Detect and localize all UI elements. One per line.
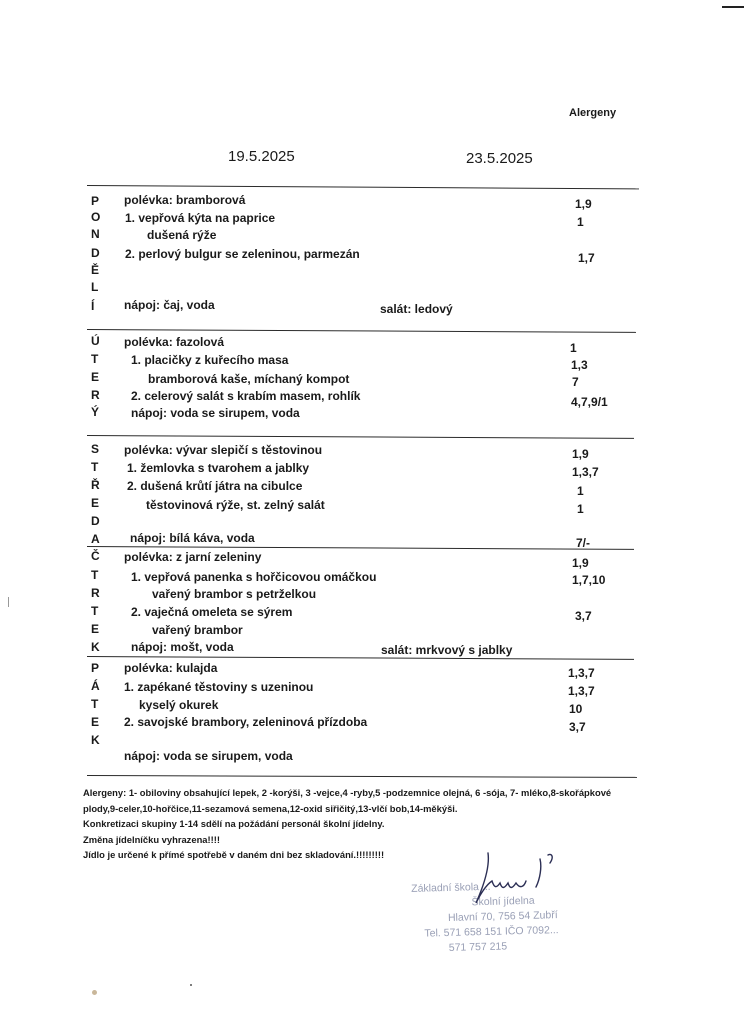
consumption-note: Jídlo je určené k přímé spotřebě v daném dni bez skladování.!!!!!!!!!: [83, 849, 385, 860]
menu-side: těstovinová rýže, st. zelný salát: [146, 498, 325, 512]
allergen-code: 1: [577, 502, 584, 516]
allergen-code: 1,7,10: [572, 573, 606, 587]
menu-salad: salát: mrkvový s jablky: [381, 643, 513, 657]
menu-dish-2: 2. perlový bulgur se zeleninou, parmezán: [125, 247, 360, 261]
allergen-code: 1: [577, 215, 584, 229]
day-letter: Ý: [91, 405, 100, 419]
day-letter: P: [91, 194, 100, 208]
day-letter: L: [91, 280, 99, 294]
date-from: 19.5.2025: [228, 148, 295, 165]
allergen-code: 1,9: [575, 197, 592, 211]
menu-drink: nápoj: čaj, voda: [124, 298, 215, 312]
allergen-code: 1,3: [571, 358, 588, 372]
allergen-code: 1,3,7: [568, 666, 595, 680]
day-letter: Ú: [91, 334, 100, 348]
stamp-line: Tel. 571 658 151 IČO 7092...: [424, 924, 559, 940]
menu-dish-1: 1. žemlovka s tvarohem a jablky: [127, 461, 310, 475]
menu-dish-2: 2. savojské brambory, zeleninová přízdoba: [124, 715, 368, 729]
day-letter: R: [91, 388, 100, 402]
menu-soup: polévka: kulajda: [124, 661, 218, 675]
divider-monday-tuesday: [87, 329, 636, 333]
day-letter: E: [91, 622, 100, 636]
signature: [470, 845, 580, 915]
stamp-line: Základní škola ...: [411, 880, 491, 895]
menu-dish-2: 2. vaječná omeleta se sýrem: [131, 605, 293, 619]
allergen-code: 1,9: [572, 447, 589, 461]
day-letter: K: [91, 733, 100, 747]
menu-soup: polévka: fazolová: [124, 335, 225, 349]
day-letter: Ě: [91, 263, 100, 277]
allergen-code: 7: [572, 375, 579, 389]
scan-speck: [8, 597, 9, 607]
day-letter: A: [91, 532, 100, 546]
menu-side: vařený brambor: [152, 623, 243, 637]
menu-side: vařený brambor s petrželkou: [152, 587, 317, 601]
stamp-line: Hlavní 70, 756 54 Zubří: [447, 909, 558, 924]
allergen-code: 1: [570, 341, 577, 355]
allergen-code: 10: [569, 702, 583, 716]
day-letter: E: [91, 496, 100, 510]
divider-footer: [87, 775, 637, 778]
divider-top: [87, 185, 639, 189]
day-letter: Ř: [91, 478, 100, 492]
day-letter: S: [91, 442, 100, 456]
allergen-code: 1,7: [578, 251, 595, 265]
day-letter: E: [91, 715, 100, 729]
menu-soup: polévka: bramborová: [124, 193, 246, 207]
day-letter: E: [91, 370, 100, 384]
day-letter: Á: [91, 679, 100, 693]
menu-dish-1: 1. placičky z kuřecího masa: [131, 353, 289, 367]
menu-drink: nápoj: bílá káva, voda: [130, 531, 255, 545]
day-letter: N: [91, 227, 100, 241]
allergen-code: 3,7: [575, 609, 592, 623]
day-letter: P: [91, 661, 100, 675]
day-letter: Í: [91, 299, 95, 313]
menu-drink: nápoj: voda se sirupem, voda: [124, 749, 293, 763]
stamp-line: 571 757 215: [448, 940, 508, 954]
allergen-code: 1: [577, 484, 584, 498]
menu-dish-1: 1. zapékané těstoviny s uzeninou: [124, 680, 314, 694]
day-letter: T: [91, 352, 99, 366]
divider-tuesday-wednesday: [87, 435, 634, 439]
menu-dish-2: 2. dušená krůtí játra na cibulce: [127, 479, 303, 493]
day-letter: D: [91, 514, 100, 528]
menu-dish-2: 2. celerový salát s krabím masem, rohlík: [131, 389, 361, 403]
stamp-line: Školní jídelna: [471, 894, 535, 909]
day-letter: D: [91, 246, 100, 260]
allergens-legend: Alergeny: 1- obiloviny obsahující lepek, 2 -korýši, 3 -vejce,4 -ryby,5 -podzemnice olejná, 6 -sója, 7- mléko,8-skořápkové plody,9-celer,10-hořčice,11-sezamová semena,12-oxid siřičitý,13-vlčí bob,14-měkýši.: [83, 787, 612, 814]
allergen-code: 4,7,9/1: [571, 395, 608, 409]
day-letter: T: [91, 697, 99, 711]
allergen-groups-note: Konkretizaci skupiny 1-14 sdělí na požádání personál školní jídelny.: [83, 818, 385, 829]
menu-drink: nápoj: voda se sirupem, voda: [131, 406, 300, 420]
scan-speck: [190, 984, 192, 986]
divider-thursday-friday: [87, 656, 634, 660]
corner-mark: [722, 6, 744, 8]
allergen-code: 7/-: [576, 536, 591, 550]
day-letter: T: [91, 568, 99, 582]
menu-side: dušená rýže: [147, 228, 217, 242]
day-letter: R: [91, 586, 100, 600]
allergen-code: 1,3,7: [572, 465, 599, 479]
menu-side: kyselý okurek: [139, 698, 219, 712]
day-letter: K: [91, 640, 100, 654]
allergen-code: 1,9: [572, 556, 589, 570]
scan-speck: [92, 990, 97, 995]
date-to: 23.5.2025: [466, 150, 533, 167]
menu-side: bramborová kaše, míchaný kompot: [148, 372, 350, 386]
menu-dish-1: 1. vepřová kýta na paprice: [125, 211, 276, 225]
allergen-code: 1,3,7: [568, 684, 595, 698]
day-letter: T: [91, 460, 99, 474]
menu-soup: polévka: vývar slepičí s těstovinou: [124, 443, 323, 457]
day-letter: T: [91, 604, 99, 618]
menu-change-note: Změna jídelníčku vyhrazena!!!!: [83, 833, 221, 845]
day-letter: O: [91, 210, 101, 224]
allergen-code: 3,7: [569, 720, 586, 734]
menu-drink: nápoj: mošt, voda: [131, 640, 234, 654]
menu-salad: salát: ledový: [380, 302, 453, 316]
menu-soup: polévka: z jarní zeleniny: [124, 550, 262, 564]
day-letter: Č: [91, 549, 100, 563]
menu-dish-1: 1. vepřová panenka s hořčicovou omáčkou: [131, 570, 377, 584]
allergens-column-header: Alergeny: [569, 107, 617, 119]
